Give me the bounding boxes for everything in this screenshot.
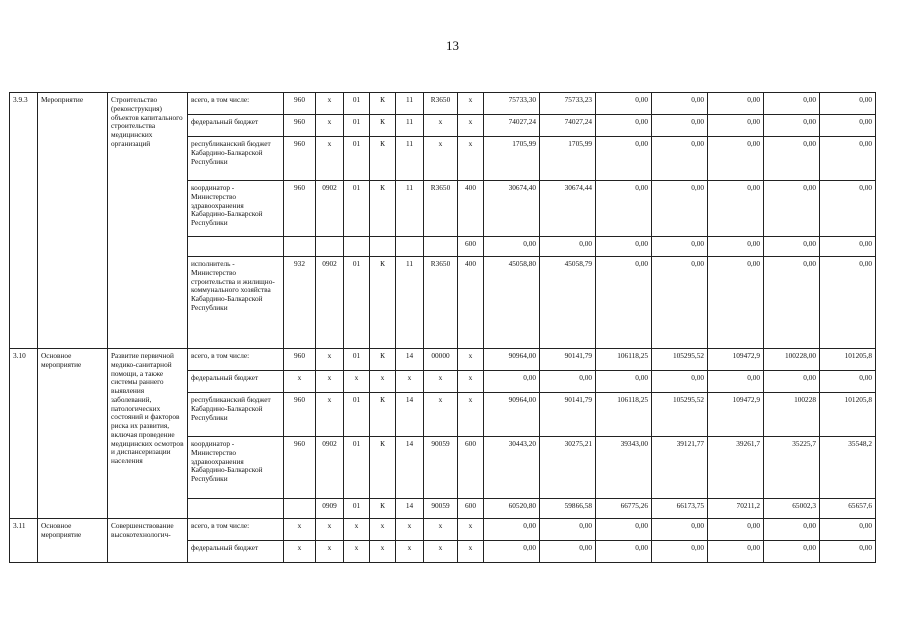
- amount-cell: 0,00: [484, 519, 540, 541]
- amount-cell: 45058,80: [484, 257, 540, 349]
- amount-cell: 0,00: [820, 93, 876, 115]
- budget-code-cell: x: [370, 541, 396, 563]
- budget-code-cell: 11: [396, 257, 424, 349]
- amount-cell: 0,00: [540, 371, 596, 393]
- budget-code-cell: 01: [344, 499, 370, 519]
- amount-cell: 39121,77: [652, 437, 708, 499]
- budget-code-cell: x: [458, 393, 484, 437]
- amount-cell: 39261,7: [708, 437, 764, 499]
- budget-code-cell: x: [458, 349, 484, 371]
- amount-cell: 0,00: [820, 115, 876, 137]
- funding-source: координатор - Министерство здравоохранения Кабардино-Балкарской Республики: [188, 437, 284, 499]
- budget-code-cell: 90059: [424, 437, 458, 499]
- budget-code-cell: 01: [344, 137, 370, 181]
- amount-cell: 0,00: [652, 137, 708, 181]
- amount-cell: 0,00: [820, 371, 876, 393]
- amount-cell: 0,00: [596, 371, 652, 393]
- funding-source: федеральный бюджет: [188, 115, 284, 137]
- table-row: [10, 349, 876, 371]
- table-row: [10, 93, 876, 115]
- amount-cell: 0,00: [820, 237, 876, 257]
- amount-cell: 0,00: [764, 371, 820, 393]
- budget-code-cell: x: [284, 541, 316, 563]
- amount-cell: 0,00: [652, 541, 708, 563]
- budget-code-cell: 960: [284, 137, 316, 181]
- amount-cell: 39343,00: [596, 437, 652, 499]
- amount-cell: 100228,00: [764, 349, 820, 371]
- amount-cell: 0,00: [596, 115, 652, 137]
- amount-cell: 0,00: [708, 181, 764, 237]
- budget-code-cell: К: [370, 499, 396, 519]
- amount-cell: 90141,79: [540, 349, 596, 371]
- budget-code-cell: [370, 237, 396, 257]
- amount-cell: 65002,3: [764, 499, 820, 519]
- funding-source: республиканский бюджет Кабардино-Балкарской Республики: [188, 137, 284, 181]
- budget-code-cell: К: [370, 393, 396, 437]
- budget-code-cell: 600: [458, 237, 484, 257]
- budget-code-cell: 600: [458, 499, 484, 519]
- budget-code-cell: 00000: [424, 349, 458, 371]
- budget-code-cell: [396, 237, 424, 257]
- amount-cell: 106118,25: [596, 349, 652, 371]
- budget-code-cell: [316, 237, 344, 257]
- amount-cell: 35225,7: [764, 437, 820, 499]
- budget-code-cell: 11: [396, 137, 424, 181]
- budget-code-cell: x: [424, 371, 458, 393]
- budget-code-cell: К: [370, 137, 396, 181]
- budget-code-cell: x: [316, 393, 344, 437]
- budget-code-cell: 01: [344, 437, 370, 499]
- amount-cell: 90964,00: [484, 393, 540, 437]
- budget-code-cell: К: [370, 349, 396, 371]
- budget-code-cell: [284, 237, 316, 257]
- funding-source: всего, в том числе:: [188, 349, 284, 371]
- budget-code-cell: 400: [458, 181, 484, 237]
- budget-code-cell: x: [316, 541, 344, 563]
- amount-cell: 0,00: [652, 181, 708, 237]
- row-num: 3.11: [10, 519, 38, 563]
- amount-cell: 0,00: [484, 371, 540, 393]
- funding-source: координатор - Министерство здравоохранения Кабардино-Балкарской Республики: [188, 181, 284, 237]
- amount-cell: 90141,79: [540, 393, 596, 437]
- budget-code-cell: 400: [458, 257, 484, 349]
- budget-code-cell: 01: [344, 349, 370, 371]
- amount-cell: 74027,24: [484, 115, 540, 137]
- amount-cell: 100228: [764, 393, 820, 437]
- page-number: 13: [446, 38, 459, 53]
- budget-code-cell: 11: [396, 115, 424, 137]
- amount-cell: 30443,20: [484, 437, 540, 499]
- row-num: 3.9.3: [10, 93, 38, 349]
- budget-code-cell: x: [316, 519, 344, 541]
- budget-code-cell: x: [458, 519, 484, 541]
- budget-code-cell: x: [458, 137, 484, 181]
- amount-cell: 0,00: [652, 237, 708, 257]
- budget-code-cell: x: [316, 137, 344, 181]
- amount-cell: 105295,52: [652, 393, 708, 437]
- budget-code-cell: x: [458, 371, 484, 393]
- amount-cell: 101205,8: [820, 349, 876, 371]
- budget-code-cell: x: [396, 371, 424, 393]
- amount-cell: 0,00: [708, 541, 764, 563]
- budget-code-cell: R3650: [424, 181, 458, 237]
- budget-code-cell: 11: [396, 93, 424, 115]
- amount-cell: 60520,80: [484, 499, 540, 519]
- budget-code-cell: К: [370, 257, 396, 349]
- budget-code-cell: x: [424, 541, 458, 563]
- budget-code-cell: x: [396, 519, 424, 541]
- budget-code-cell: x: [370, 519, 396, 541]
- budget-code-cell: К: [370, 437, 396, 499]
- amount-cell: 74027,24: [540, 115, 596, 137]
- amount-cell: 0,00: [820, 137, 876, 181]
- budget-code-cell: [424, 237, 458, 257]
- budget-code-cell: x: [370, 371, 396, 393]
- budget-code-cell: 14: [396, 393, 424, 437]
- amount-cell: 0,00: [652, 115, 708, 137]
- amount-cell: 0,00: [596, 257, 652, 349]
- budget-code-cell: 01: [344, 115, 370, 137]
- amount-cell: 0,00: [708, 257, 764, 349]
- budget-code-cell: x: [458, 93, 484, 115]
- budget-code-cell: x: [424, 393, 458, 437]
- budget-code-cell: 0909: [316, 499, 344, 519]
- budget-code-cell: x: [344, 371, 370, 393]
- amount-cell: 0,00: [764, 541, 820, 563]
- budget-code-cell: 932: [284, 257, 316, 349]
- amount-cell: 0,00: [708, 371, 764, 393]
- amount-cell: 0,00: [764, 115, 820, 137]
- amount-cell: 0,00: [652, 257, 708, 349]
- amount-cell: 0,00: [540, 519, 596, 541]
- amount-cell: 0,00: [708, 237, 764, 257]
- row-name: Строительство (реконструкция) объектов капитального строительства медицинских организаций: [108, 93, 188, 349]
- budget-code-cell: x: [316, 349, 344, 371]
- budget-code-cell: 90059: [424, 499, 458, 519]
- amount-cell: 0,00: [764, 519, 820, 541]
- amount-cell: 0,00: [708, 115, 764, 137]
- funding-source: всего, в том числе:: [188, 93, 284, 115]
- amount-cell: 65657,6: [820, 499, 876, 519]
- budget-code-cell: 11: [396, 181, 424, 237]
- amount-cell: 70211,2: [708, 499, 764, 519]
- row-status: Основное мероприятие: [38, 519, 108, 563]
- amount-cell: 0,00: [596, 519, 652, 541]
- budget-code-cell: К: [370, 181, 396, 237]
- amount-cell: 66173,75: [652, 499, 708, 519]
- amount-cell: 0,00: [708, 137, 764, 181]
- budget-code-cell: 01: [344, 393, 370, 437]
- budget-code-cell: x: [396, 541, 424, 563]
- budget-code-cell: 14: [396, 437, 424, 499]
- budget-code-cell: К: [370, 115, 396, 137]
- amount-cell: 75733,30: [484, 93, 540, 115]
- budget-code-cell: 0902: [316, 437, 344, 499]
- budget-code-cell: 960: [284, 181, 316, 237]
- budget-code-cell: 01: [344, 93, 370, 115]
- budget-code-cell: x: [284, 519, 316, 541]
- amount-cell: 0,00: [820, 519, 876, 541]
- budget-code-cell: 0902: [316, 257, 344, 349]
- amount-cell: 0,00: [596, 93, 652, 115]
- amount-cell: 75733,23: [540, 93, 596, 115]
- amount-cell: 30275,21: [540, 437, 596, 499]
- budget-code-cell: 960: [284, 115, 316, 137]
- amount-cell: 35548,2: [820, 437, 876, 499]
- amount-cell: 0,00: [764, 93, 820, 115]
- budget-code-cell: x: [316, 371, 344, 393]
- amount-cell: 0,00: [820, 257, 876, 349]
- budget-code-cell: 14: [396, 499, 424, 519]
- budget-code-cell: 01: [344, 181, 370, 237]
- budget-code-cell: 960: [284, 393, 316, 437]
- amount-cell: 0,00: [540, 541, 596, 563]
- amount-cell: 0,00: [652, 93, 708, 115]
- row-name: Развитие первичной медико-санитарной помощи, а также системы раннего выявления заболеваний, патологических состояний и факторов риска их развития, включая проведение медицинских осмотров и диспансеризации населения: [108, 349, 188, 519]
- budget-code-cell: x: [284, 371, 316, 393]
- amount-cell: 1705,99: [540, 137, 596, 181]
- amount-cell: 0,00: [652, 371, 708, 393]
- budget-code-cell: 01: [344, 257, 370, 349]
- amount-cell: 109472,9: [708, 393, 764, 437]
- row-status: Основное мероприятие: [38, 349, 108, 519]
- amount-cell: 90964,00: [484, 349, 540, 371]
- amount-cell: 30674,40: [484, 181, 540, 237]
- funding-source: всего, в том числе:: [188, 519, 284, 541]
- funding-source: федеральный бюджет: [188, 371, 284, 393]
- budget-code-cell: 600: [458, 437, 484, 499]
- budget-code-cell: x: [458, 115, 484, 137]
- budget-code-cell: 960: [284, 349, 316, 371]
- funding-source: федеральный бюджет: [188, 541, 284, 563]
- budget-code-cell: 960: [284, 93, 316, 115]
- row-name: Совершенствование высокотехнологич-: [108, 519, 188, 563]
- funding-source: республиканский бюджет Кабардино-Балкарской Республики: [188, 393, 284, 437]
- amount-cell: 0,00: [596, 237, 652, 257]
- amount-cell: 0,00: [820, 541, 876, 563]
- amount-cell: 0,00: [764, 181, 820, 237]
- row-num: 3.10: [10, 349, 38, 519]
- amount-cell: 0,00: [764, 257, 820, 349]
- amount-cell: 101205,8: [820, 393, 876, 437]
- table-row: [10, 519, 876, 541]
- budget-code-cell: [284, 499, 316, 519]
- amount-cell: 0,00: [540, 237, 596, 257]
- amount-cell: 0,00: [708, 93, 764, 115]
- budget-code-cell: 960: [284, 437, 316, 499]
- amount-cell: 0,00: [764, 137, 820, 181]
- amount-cell: 105295,52: [652, 349, 708, 371]
- amount-cell: 0,00: [596, 137, 652, 181]
- amount-cell: 66775,26: [596, 499, 652, 519]
- budget-table: [9, 92, 876, 563]
- amount-cell: 0,00: [708, 519, 764, 541]
- budget-code-cell: x: [424, 137, 458, 181]
- budget-code-cell: R3650: [424, 93, 458, 115]
- budget-code-cell: x: [316, 115, 344, 137]
- amount-cell: 0,00: [596, 541, 652, 563]
- amount-cell: 0,00: [652, 519, 708, 541]
- amount-cell: 0,00: [764, 237, 820, 257]
- budget-code-cell: x: [344, 519, 370, 541]
- amount-cell: 1705,99: [484, 137, 540, 181]
- funding-source: [188, 237, 284, 257]
- funding-source: исполнитель - Министерство строительства и жилищно-коммунального хозяйства Кабардино-Балкарской Республики: [188, 257, 284, 349]
- amount-cell: 106118,25: [596, 393, 652, 437]
- amount-cell: 0,00: [820, 181, 876, 237]
- amount-cell: 30674,44: [540, 181, 596, 237]
- budget-code-cell: x: [344, 541, 370, 563]
- budget-code-cell: К: [370, 93, 396, 115]
- funding-source: [188, 499, 284, 519]
- amount-cell: 59866,58: [540, 499, 596, 519]
- amount-cell: 0,00: [596, 181, 652, 237]
- budget-code-cell: x: [424, 115, 458, 137]
- budget-code-cell: x: [424, 519, 458, 541]
- amount-cell: 0,00: [484, 541, 540, 563]
- budget-code-cell: 0902: [316, 181, 344, 237]
- budget-code-cell: R3650: [424, 257, 458, 349]
- budget-code-cell: [344, 237, 370, 257]
- budget-code-cell: x: [458, 541, 484, 563]
- amount-cell: 45058,79: [540, 257, 596, 349]
- amount-cell: 109472,9: [708, 349, 764, 371]
- budget-code-cell: 14: [396, 349, 424, 371]
- budget-code-cell: x: [316, 93, 344, 115]
- amount-cell: 0,00: [484, 237, 540, 257]
- row-status: Мероприятие: [38, 93, 108, 349]
